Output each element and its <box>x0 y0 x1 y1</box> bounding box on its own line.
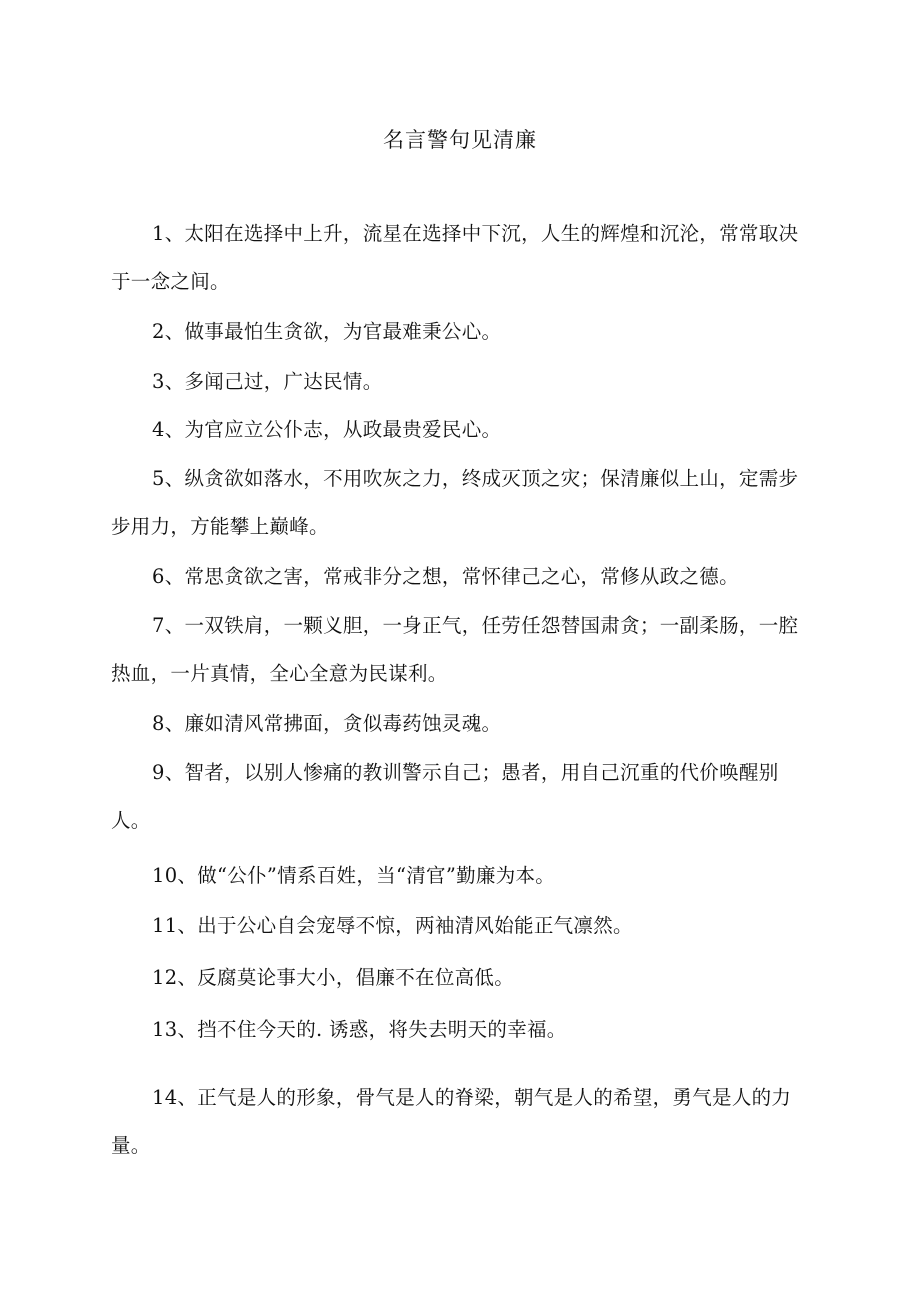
quote-paragraph-5: 5、纵贪欲如落水，不用吹灰之力，终成灭顶之灾；保清廉似上山，定需步步用力，方能攀上巅峰。 <box>111 467 799 538</box>
quote-paragraph-1: 1、太阳在选择中上升，流星在选择中下沉，人生的辉煌和沉沦，常常取决于一念之间。 <box>111 222 799 293</box>
quote-paragraph-14: 14、正气是人的形象，骨气是人的脊梁，朝气是人的希望，勇气是人的力量。 <box>111 1086 792 1157</box>
quote-paragraph-10: 10、做“公仆”情系百姓，当“清官”勤廉为本。 <box>152 864 556 887</box>
quote-paragraph-2: 2、做事最怕生贪欲，为官最难秉公心。 <box>152 320 502 343</box>
document-title: 名言警句见清廉 <box>383 128 537 152</box>
quote-paragraph-13: 13、挡不住今天的. 诱惑，将失去明天的幸福。 <box>152 1018 567 1041</box>
quote-paragraph-9: 9、智者，以别人惨痛的教训警示自己；愚者，用自己沉重的代价唤醒别人。 <box>111 761 779 832</box>
quote-paragraph-11: 11、出于公心自会宠辱不惊，两袖清风始能正气凛然。 <box>152 914 633 937</box>
quote-paragraph-4: 4、为官应立公仆志，从政最贵爱民心。 <box>152 418 502 441</box>
quote-paragraph-8: 8、廉如清风常拂面，贪似毒药蚀灵魂。 <box>152 712 502 735</box>
quote-paragraph-12: 12、反腐莫论事大小，倡廉不在位高低。 <box>152 966 515 989</box>
quote-paragraph-3: 3、多闻己过，广达民情。 <box>152 370 383 393</box>
quote-paragraph-7: 7、一双铁肩，一颗义胆，一身正气，任劳任怨替国肃贪；一副柔肠，一腔热血，一片真情，全心全意为民谋利。 <box>111 614 799 685</box>
quote-paragraph-6: 6、常思贪欲之害，常戒非分之想，常怀律己之心，常修从政之德。 <box>152 565 739 588</box>
